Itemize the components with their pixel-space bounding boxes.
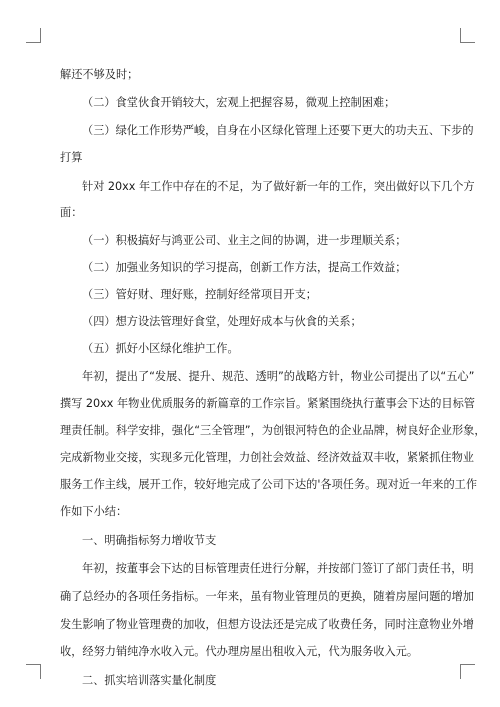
text-line: 确了总经办的各项任务指标。一年来，虽有物业管理员的更换，随着房屋问题的增加 xyxy=(60,590,474,603)
text-line: 打算 xyxy=(60,151,83,164)
text-line: 年初，按董事会下达的目标管理责任进行分解，并按部门签订了部门责任书，明 xyxy=(82,562,474,575)
section-heading: 一、明确指标努力增收节支 xyxy=(82,534,217,547)
list-item: （三）管好财、理好账，控制好经常项目开支； xyxy=(82,288,317,301)
crop-mark-top-left xyxy=(26,28,41,43)
text-line: 作如下小结： xyxy=(60,505,128,518)
text-line: （三）绿化工作形势严峻，自身在小区绿化管理上还要下更大的功夫五、下步的 xyxy=(82,124,474,137)
text-line: 面： xyxy=(60,206,83,219)
text-line: 收，经努力销纯净水收入元。代办理房屋出租收入元，代为服务收入元。 xyxy=(60,645,419,658)
crop-mark-top-right xyxy=(460,28,475,43)
text-line: （二）食堂伙食开销较大，宏观上把握容易，微观上控制困难； xyxy=(82,96,396,109)
text-line: 撰写 20xx 年物业优质服务的新篇章的工作宗旨。紧紧围绕执行董事会下达的目标管 xyxy=(60,397,475,410)
text-line: 解还不够及时； xyxy=(60,68,139,81)
list-item: （二）加强业务知识的学习提高，创新工作方法，提高工作效益； xyxy=(82,261,407,274)
text-line: 年初，提出了“发展、提升、规范、透明”的战略方针，物业公司提出了以“五心” xyxy=(82,370,475,383)
text-line: 理责任制。科学安排，强化“三全管理”，为创银河特色的企业品牌，树良好企业形象， xyxy=(60,424,486,437)
section-heading: 二、抓实培训落实量化制度 xyxy=(82,674,217,687)
text-line: 服务工作主线，展开工作，较好地完成了公司下达的'各项任务。现对近一年来的工作 xyxy=(60,478,478,491)
text-line: 发生影响了物业管理费的加收，但想方设法还是完成了收费任务，同时注意物业外增 xyxy=(60,618,474,631)
list-item: （四）想方设法管理好食堂，处理好成本与伙食的关系； xyxy=(82,315,362,328)
text-line: 针对 20xx 年工作中存在的不足，为了做好新一年的工作，突出做好以下几个方 xyxy=(82,180,475,193)
text-line: 完成新物业交接，实现多元化管理，力创社会效益、经济效益双丰收，紧紧抓住物业 xyxy=(60,451,474,464)
list-item: （一）积极搞好与鸿亚公司、业主之间的协调，进一步理顺关系； xyxy=(82,234,407,247)
crop-mark-bottom-left xyxy=(26,664,41,679)
list-item: （五）抓好小区绿化维护工作。 xyxy=(82,342,239,355)
